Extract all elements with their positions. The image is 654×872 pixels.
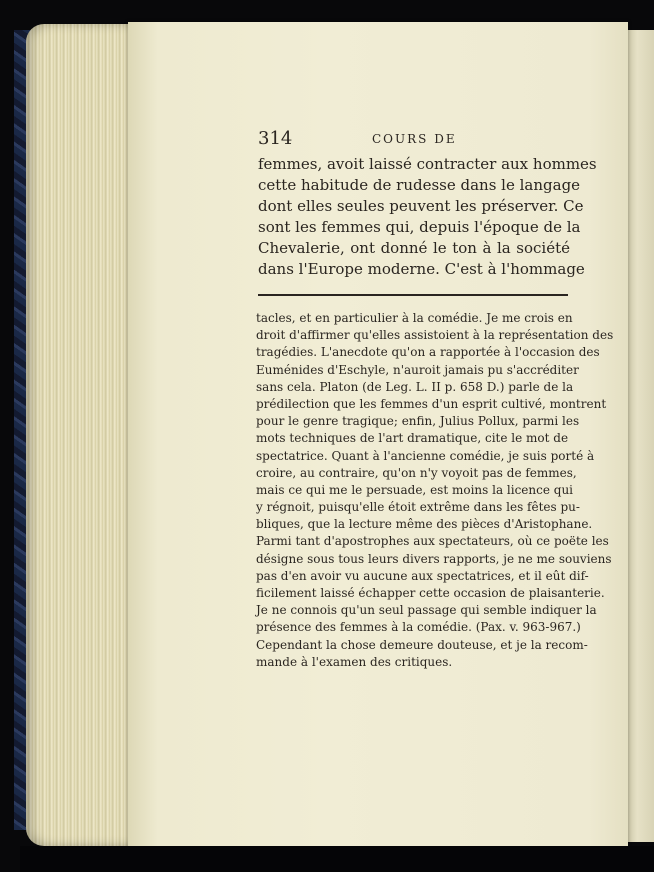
page-number: 314 (258, 128, 293, 149)
main-text-block (258, 154, 597, 280)
main-text-line: dans l'Europe moderne. C'est à l'hommage (258, 260, 585, 278)
main-text-line: cette habitude de rudesse dans le langage (258, 176, 581, 194)
footnote-line: y régnoit, puisqu'elle étoit extrême dans les fêtes pu- (256, 500, 580, 515)
footnote-line: pas d'en avoir vu aucune aux spectatrices, et il eût dif- (256, 568, 589, 583)
footnote-line: tacles, et en particulier à la comédie. Je me crois en (256, 311, 573, 325)
footnote-line: Je ne connois qu'un seul passage qui semble indiquer la (256, 603, 597, 618)
footnote-line: spectatrice. Quant à l'ancienne comédie, je suis porté à (256, 448, 595, 463)
footnote-line: sans cela. Platon (de Leg. L. II p. 658 D.) parle de la (256, 379, 574, 394)
footnote-line: Euménides d'Eschyle, n'auroit jamais pu s'accréditer (256, 362, 579, 377)
main-text-line: sont les femmes qui, depuis l'époque de la (258, 218, 581, 236)
footnote-block (256, 310, 614, 671)
footnote-line: tragédies. L'anecdote qu'on a rapportée à l'occasion des (256, 345, 600, 360)
footnote-line: prédilection que les femmes d'un esprit cultivé, montrent (256, 396, 607, 411)
scan-background (20, 846, 654, 872)
footnote-line: mots techniques de l'art dramatique, cite le mot de (256, 431, 569, 446)
main-text-line: femmes, avoit laissé contracter aux hommes (258, 155, 597, 173)
footnote-line: Parmi tant d'apostrophes aux spectateurs, où ce poëte les (256, 534, 609, 549)
footnote-line: ficilement laissé échapper cette occasion de plaisanterie. (256, 586, 605, 600)
main-text-line: dont elles seules peuvent les préserver. Ce (258, 197, 584, 215)
footnote-line: Cependant la chose demeure douteuse, et je la recom- (256, 637, 588, 652)
running-title: COURS DE (372, 132, 457, 146)
footnote-line: présence des femmes à la comédie. (Pax. v. 963-967.) (256, 620, 581, 635)
page-header (258, 128, 572, 150)
footnote-line: croire, au contraire, qu'on n'y voyoit pas de femmes, (256, 465, 577, 480)
footnote-line: mais ce qui me le persuade, est moins la licence qui (256, 482, 574, 497)
stacked-page-edges (26, 24, 144, 846)
facing-page-edge (626, 30, 654, 842)
footnote-line: droit d'affirmer qu'elles assistoient à la représentation des (256, 328, 614, 343)
footnote-line: pour le genre tragique; enfin, Julius Pollux, parmi les (256, 414, 580, 429)
footnote-line: bliques, que la lecture même des pièces d'Aristophane. (256, 517, 593, 532)
footnote-rule (258, 294, 568, 296)
footnote-line: désigne sous tous leurs divers rapports, je ne me souviens (256, 551, 612, 566)
main-text-line: Chevalerie, ont donné le ton à la société (258, 239, 570, 257)
footnote-line: mande à l'examen des critiques. (256, 654, 453, 669)
